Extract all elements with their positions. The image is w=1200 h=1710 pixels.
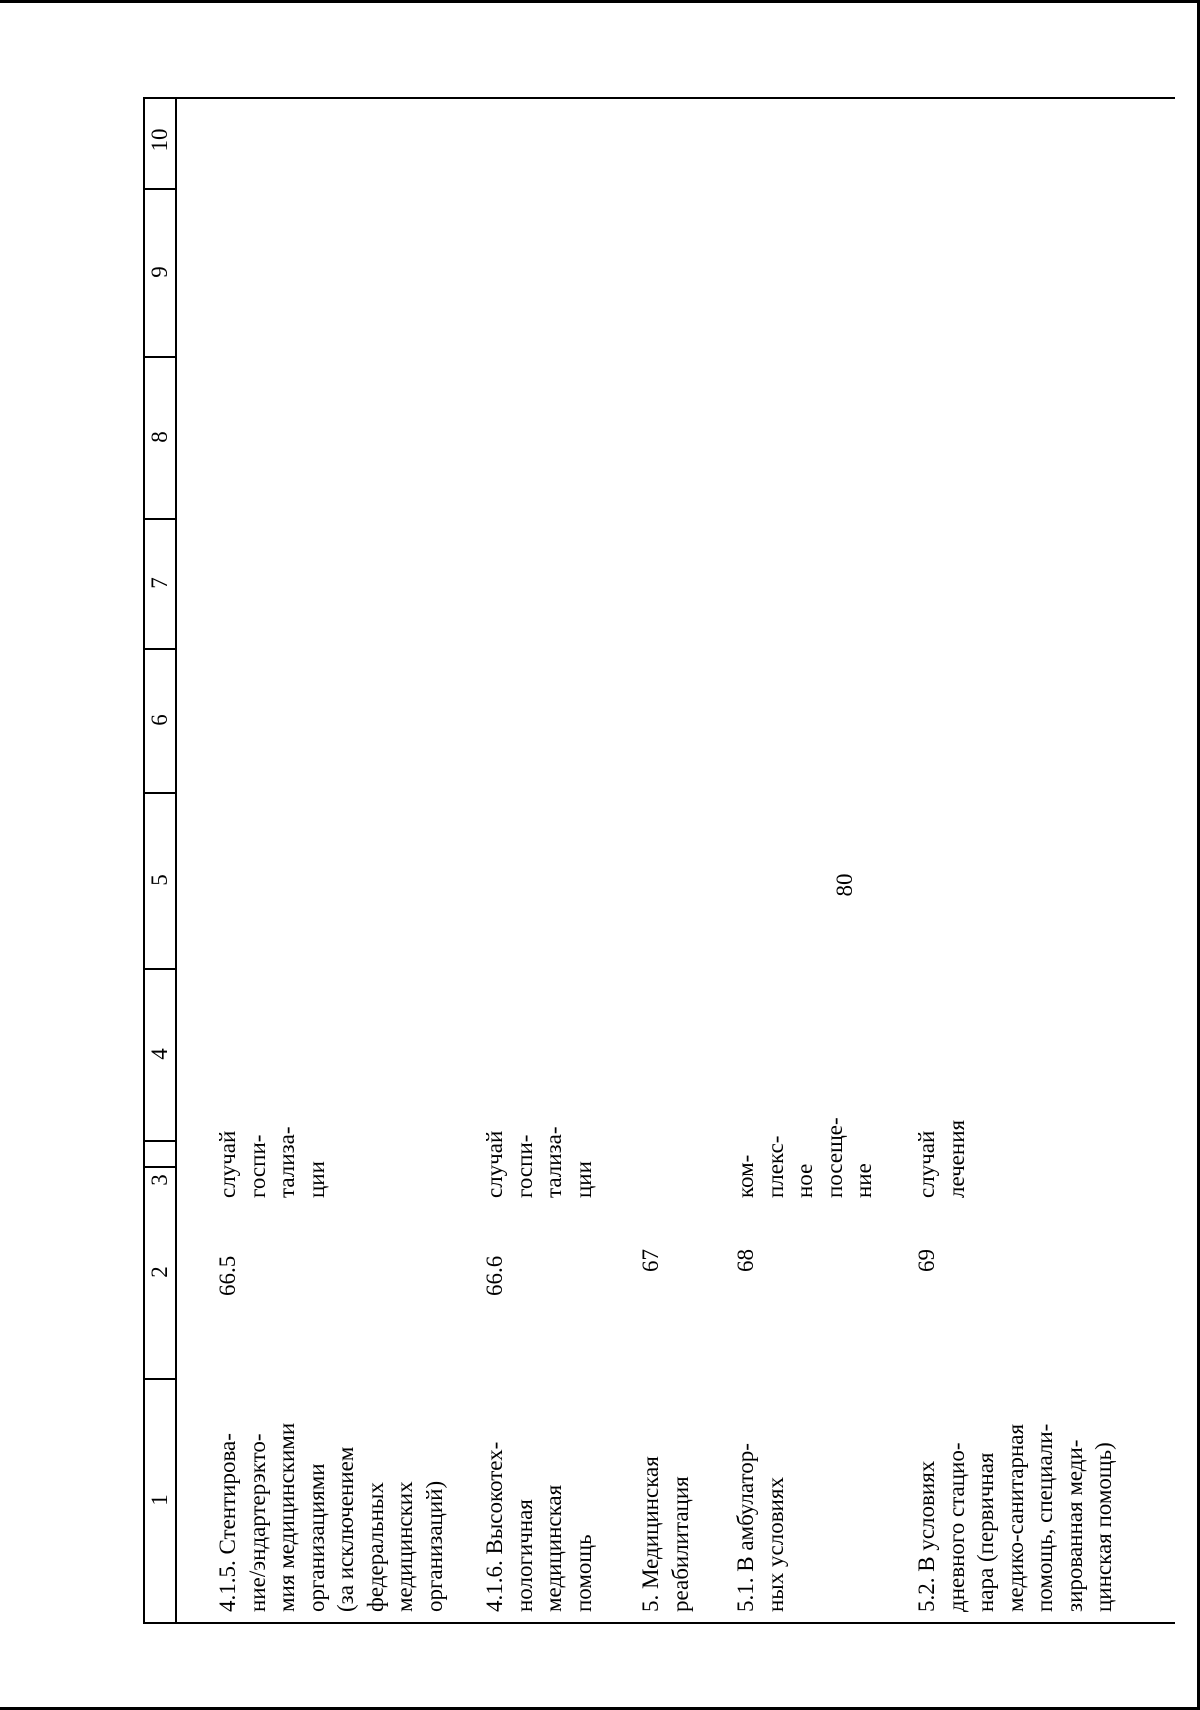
row-unit: случай госпи- тализа- ции [482, 1126, 596, 1198]
col-divider-9-10 [143, 188, 177, 190]
column-number: 7 [147, 577, 172, 589]
column-number: 2 [147, 1266, 172, 1278]
column-number: 5 [147, 874, 172, 886]
column-number: 9 [147, 266, 172, 278]
row-unit: случай госпи- тализа- ции [215, 1126, 329, 1198]
col-divider-1-2 [143, 1378, 177, 1380]
row-unit: случай лечения [914, 1119, 969, 1198]
row-code: 67 [638, 1249, 663, 1272]
row-unit: ком- плекс- ное посеще- ние [733, 1117, 876, 1198]
table-top-border [143, 97, 1175, 99]
page-number: 80 [832, 873, 857, 897]
column-number: 10 [147, 128, 172, 152]
column-number: 3 [147, 1174, 172, 1186]
row-code: 69 [914, 1249, 939, 1272]
row-name: 5.2. В условиях дневного стацио- нара (первичная медико-санитарная помощь, специали- зированная меди- цинская помощь) [914, 1423, 1116, 1612]
column-number: 6 [147, 714, 172, 726]
row-name: 4.1.5. Стентирова- ние/эндартерэкто- мия медицинскими организациями (за исключением федеральных медицинских организаций) [215, 1422, 447, 1612]
row-code: 68 [733, 1249, 758, 1272]
scan-border-top [0, 0, 1200, 3]
column-number: 1 [147, 1494, 172, 1506]
row-code: 66.6 [482, 1255, 507, 1296]
table-bottom-border [143, 1622, 1175, 1624]
col-divider-4-5 [143, 968, 177, 970]
col-divider-3-4 [143, 1140, 177, 1142]
column-number: 4 [147, 1048, 172, 1060]
row-name: 5. Медицинская реабилитация [638, 1456, 693, 1612]
col-divider-8-9 [143, 356, 177, 358]
col-divider-7-8 [143, 518, 177, 520]
row-name: 5.1. В амбулатор- ных условиях [733, 1443, 788, 1612]
header-right-border [175, 97, 177, 1624]
row-name: 4.1.6. Высокотех- нологичная медицинская помощь [482, 1441, 596, 1612]
header-left-border [143, 97, 145, 1624]
col-divider-5-6 [143, 792, 177, 794]
col-divider-6-7 [143, 648, 177, 650]
col-divider-2-3 [143, 1166, 177, 1168]
column-number: 8 [147, 431, 172, 443]
row-code: 66.5 [215, 1255, 240, 1296]
